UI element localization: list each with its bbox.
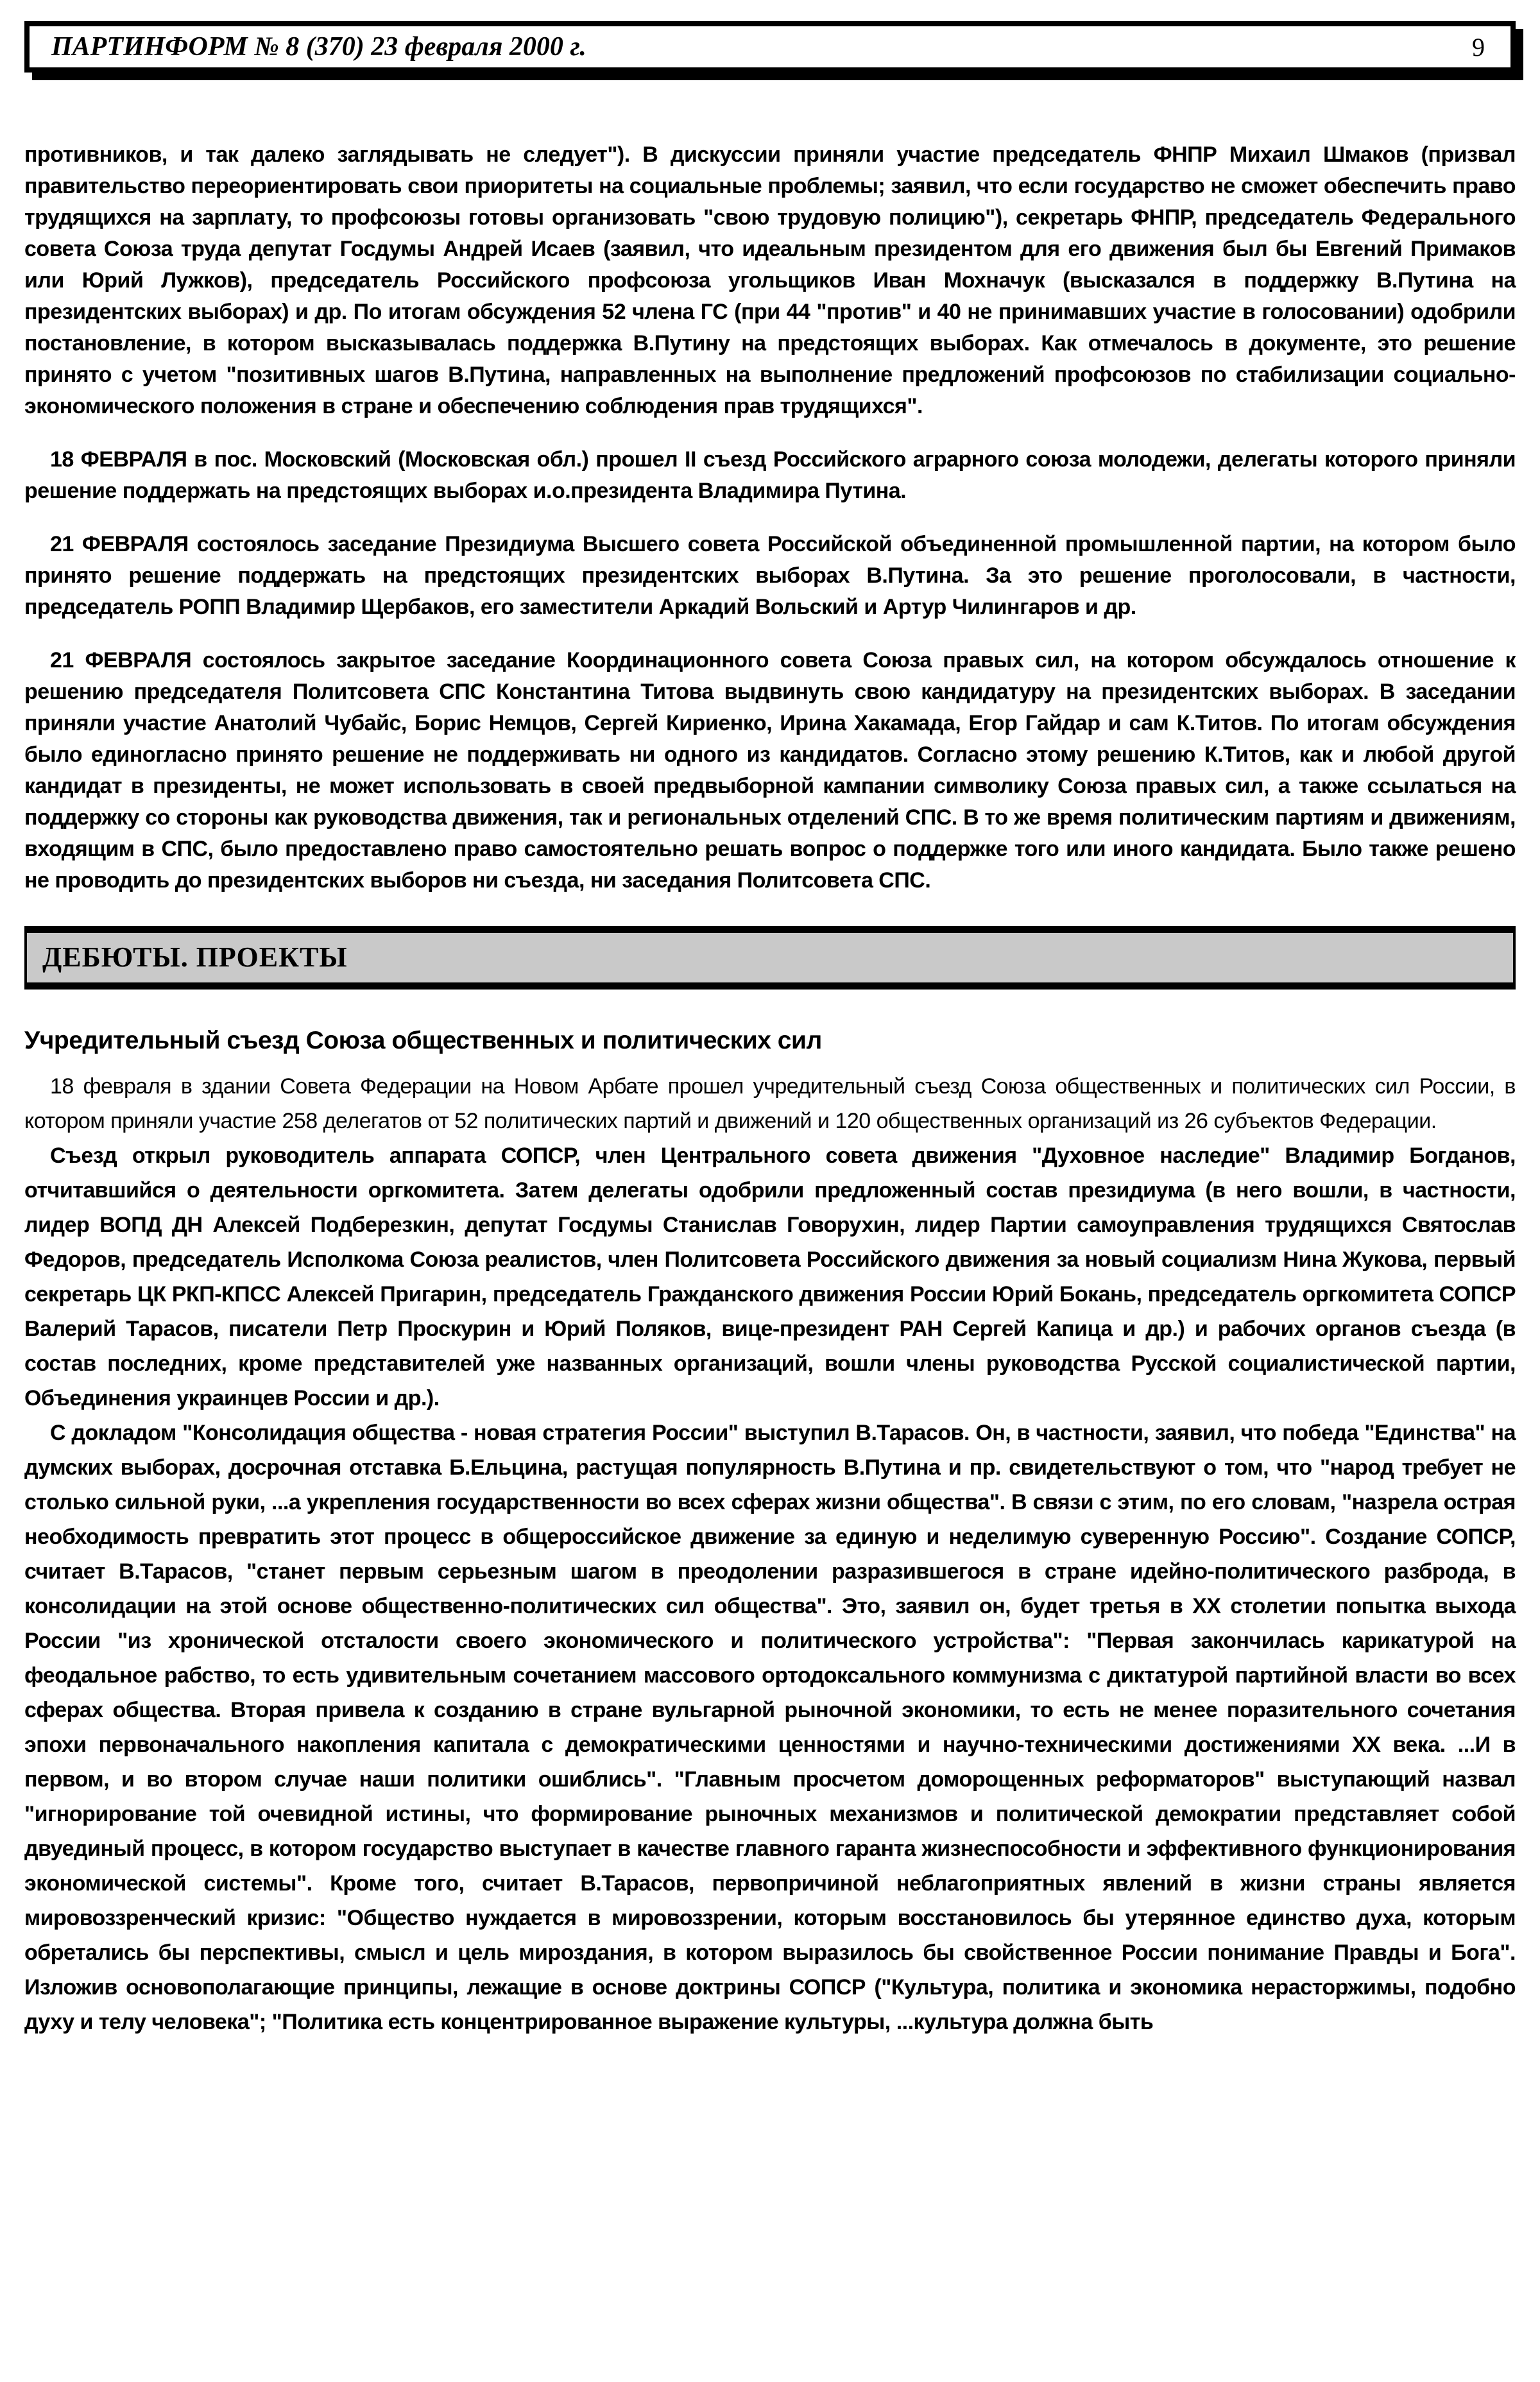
news-section	[24, 139, 1516, 896]
news-item: 21 ФЕВРАЛЯ состоялось заседание Президиума Высшего совета Российской объединенной промышленной партии, на котором было принято решение поддержать на предстоящих президентских выборах В.Путина. За это решение проголосовали, в частности, председатель РОПП Владимир Щербаков, его заместители Аркадий Вольский и Артур Чилингаров и др.	[24, 532, 1516, 619]
article-paragraph: Съезд открыл руководитель аппарата СОПСР, член Центрального совета движения "Духовное наследие" Владимир Богданов, отчитавшийся о деятельности оргкомитета. Затем делегаты одобрили предложенный состав президиума (в него вошли, в частности, лидер ВОПД ДН Алексей Подберезкин, депутат Госдумы Станислав Говорухин, лидер Партии самоуправления трудящихся Святослав Федоров, председатель Исполкома Союза реалистов, член Политсовета Российского движения за новый социализм Нина Жукова, первый секретарь ЦК РКП-КПСС Алексей Пригарин, председатель Гражданского движения России Юрий Бокань, председатель оргкомитета СОПСР Валерий Тарасов, писатели Петр Проскурин и Юрий Поляков, вице-президент РАН Сергей Капица и др.) и рабочих органов съезда (в состав последних, кроме представителей уже названных организаций, вошли члены руководства Русской социалистической партии, Объединения украинцев России и др.).	[24, 1144, 1516, 1410]
article-paragraph: С докладом "Консолидация общества - новая стратегия России" выступил В.Тарасов. Он, в частности, заявил, что победа "Единства" на думских выборах, досрочная отставка Б.Ельцина, растущая популярность В.Путина и пр. свидетельствуют о том, что "народ требует не столько сильной руки, ...а укрепления государственности во всех сферах жизни общества". В связи с этим, по его словам, "назрела острая необходимость превратить этот процесс в общероссийское движение за единую и неделимую суверенную Россию". Создание СОПСР, считает В.Тарасов, "станет первым серьезным шагом в преодолении разразившегося в стране идейно-политического разброда, в консолидации на этой основе общественно-политических сил общества". Это, заявил он, будет третья в XX столетии попытка выхода России "из хронической отсталости своего экономического и политического устройства": "Первая закончилась карикатурой на феодальное рабство, то есть удивительным сочетанием массового ортодоксального коммунизма с диктатурой партийной власти во всех сферах общества. Вторая привела к созданию в стране вульгарной рыночной экономики, то есть не менее поразительного сочетания эпохи первоначального накопления капитала с демократическими ценностями и научно-техническими достижениями XX века. ...И в первом, и во втором случае наши политики ошиблись". "Главным просчетом доморощенных реформаторов" выступающий назвал "игнорирование той очевидной истины, что формирование рыночных механизмов и политической демократии представляет собой двуединый процесс, в котором государство выступает в качестве главного гаранта жизнеспособности и эффективного функционирования экономической системы". Кроме того, считает В.Тарасов, первопричиной неблагоприятных явлений в жизни страны является мировоззренческий кризис: "Общество нуждается в мировоззрении, которым восстановилось бы утерянное единство духа, которым обретались бы перспективы, смысл и цель мироздания, в котором выразилось бы свойственное России понимание Правды и Бога". Изложив основополагающие принципы, лежащие в основе доктрины СОПСР ("Культура, политика и экономика нерасторжимы, подобно духу и телу человека"; "Политика есть концентрированное выражение культуры, ...культура должна быть	[24, 1421, 1516, 2034]
article	[24, 1027, 1516, 2039]
section-title: ДЕБЮТЫ. ПРОЕКТЫ	[42, 941, 348, 973]
page-number: 9	[1472, 32, 1485, 62]
article-lead: 18 февраля в здании Совета Федерации на Новом Арбате прошел учредительный съезд Союза общественных и политических сил России, в котором приняли участие 258 делегатов от 52 политических партий и движений и 120 общественных организаций из 26 субъектов Федерации.	[24, 1074, 1516, 1133]
article-title: Учредительный съезд Союза общественных и политических сил	[24, 1027, 822, 1054]
section-divider	[24, 926, 1516, 990]
news-item: 21 ФЕВРАЛЯ состоялось закрытое заседание Координационного совета Союза правых сил, на котором обсуждалось отношение к решению председателя Политсовета СПС Константина Титова выдвинуть свою кандидатуру на президентских выборах. В заседании приняли участие Анатолий Чубайс, Борис Немцов, Сергей Кириенко, Ирина Хакамада, Егор Гайдар и сам К.Титов. По итогам обсуждения было единогласно принято решение не поддерживать ни одного из кандидатов. Согласно этому решению К.Титов, как и любой другой кандидат в президенты, не может использовать в своей предвыборной кампании символику Союза правых сил, а также ссылаться на поддержку со стороны как руководства движения, так и региональных отделений СПС. В то же время политическим партиям и движениям, входящим в СПС, было предоставлено право самостоятельно решать вопрос о поддержке того или иного кандидата. Было также решено не проводить до президентских выборов ни съезда, ни заседания Политсовета СПС.	[24, 648, 1516, 893]
masthead-title: ПАРТИНФОРМ № 8 (370) 23 февраля 2000 г.	[51, 32, 586, 62]
news-item-continuation: противников, и так далеко заглядывать не следует"). В дискуссии приняли участие председатель ФНПР Михаил Шмаков (призвал правительство переориентировать свои приоритеты на социальные проблемы; заявил, что если государство не сможет обеспечить право трудящихся на зарплату, то профсоюзы готовы организовать "свою трудовую полицию"), секретарь ФНПР, председатель Федерального совета Союза труда депутат Госдумы Андрей Исаев (заявил, что идеальным президентом для его движения был бы Евгений Примаков или Юрий Лужков), председатель Российского профсоюза угольщиков Иван Мохначук (высказался в поддержку В.Путина на президентских выборах) и др. По итогам обсуждения 52 члена ГС (при 44 "против" и 40 не принимавших участие в голосовании) одобрили постановление, в котором высказывалась поддержка В.Путину на предстоящих выборах. Как отмечалось в документе, это решение принято с учетом "позитивных шагов В.Путина, направленных на выполнение предложений профсоюзов по стабилизации социально-экономического положения в стране и обеспечению соблюдения прав трудящихся".	[24, 142, 1516, 418]
news-item: 18 ФЕВРАЛЯ в пос. Московский (Московская обл.) прошел II съезд Российского аграрного союза молодежи, делегаты которого приняли решение поддержать на предстоящих выборах и.о.президента Владимира Путина.	[24, 447, 1516, 503]
running-header	[24, 21, 1516, 73]
